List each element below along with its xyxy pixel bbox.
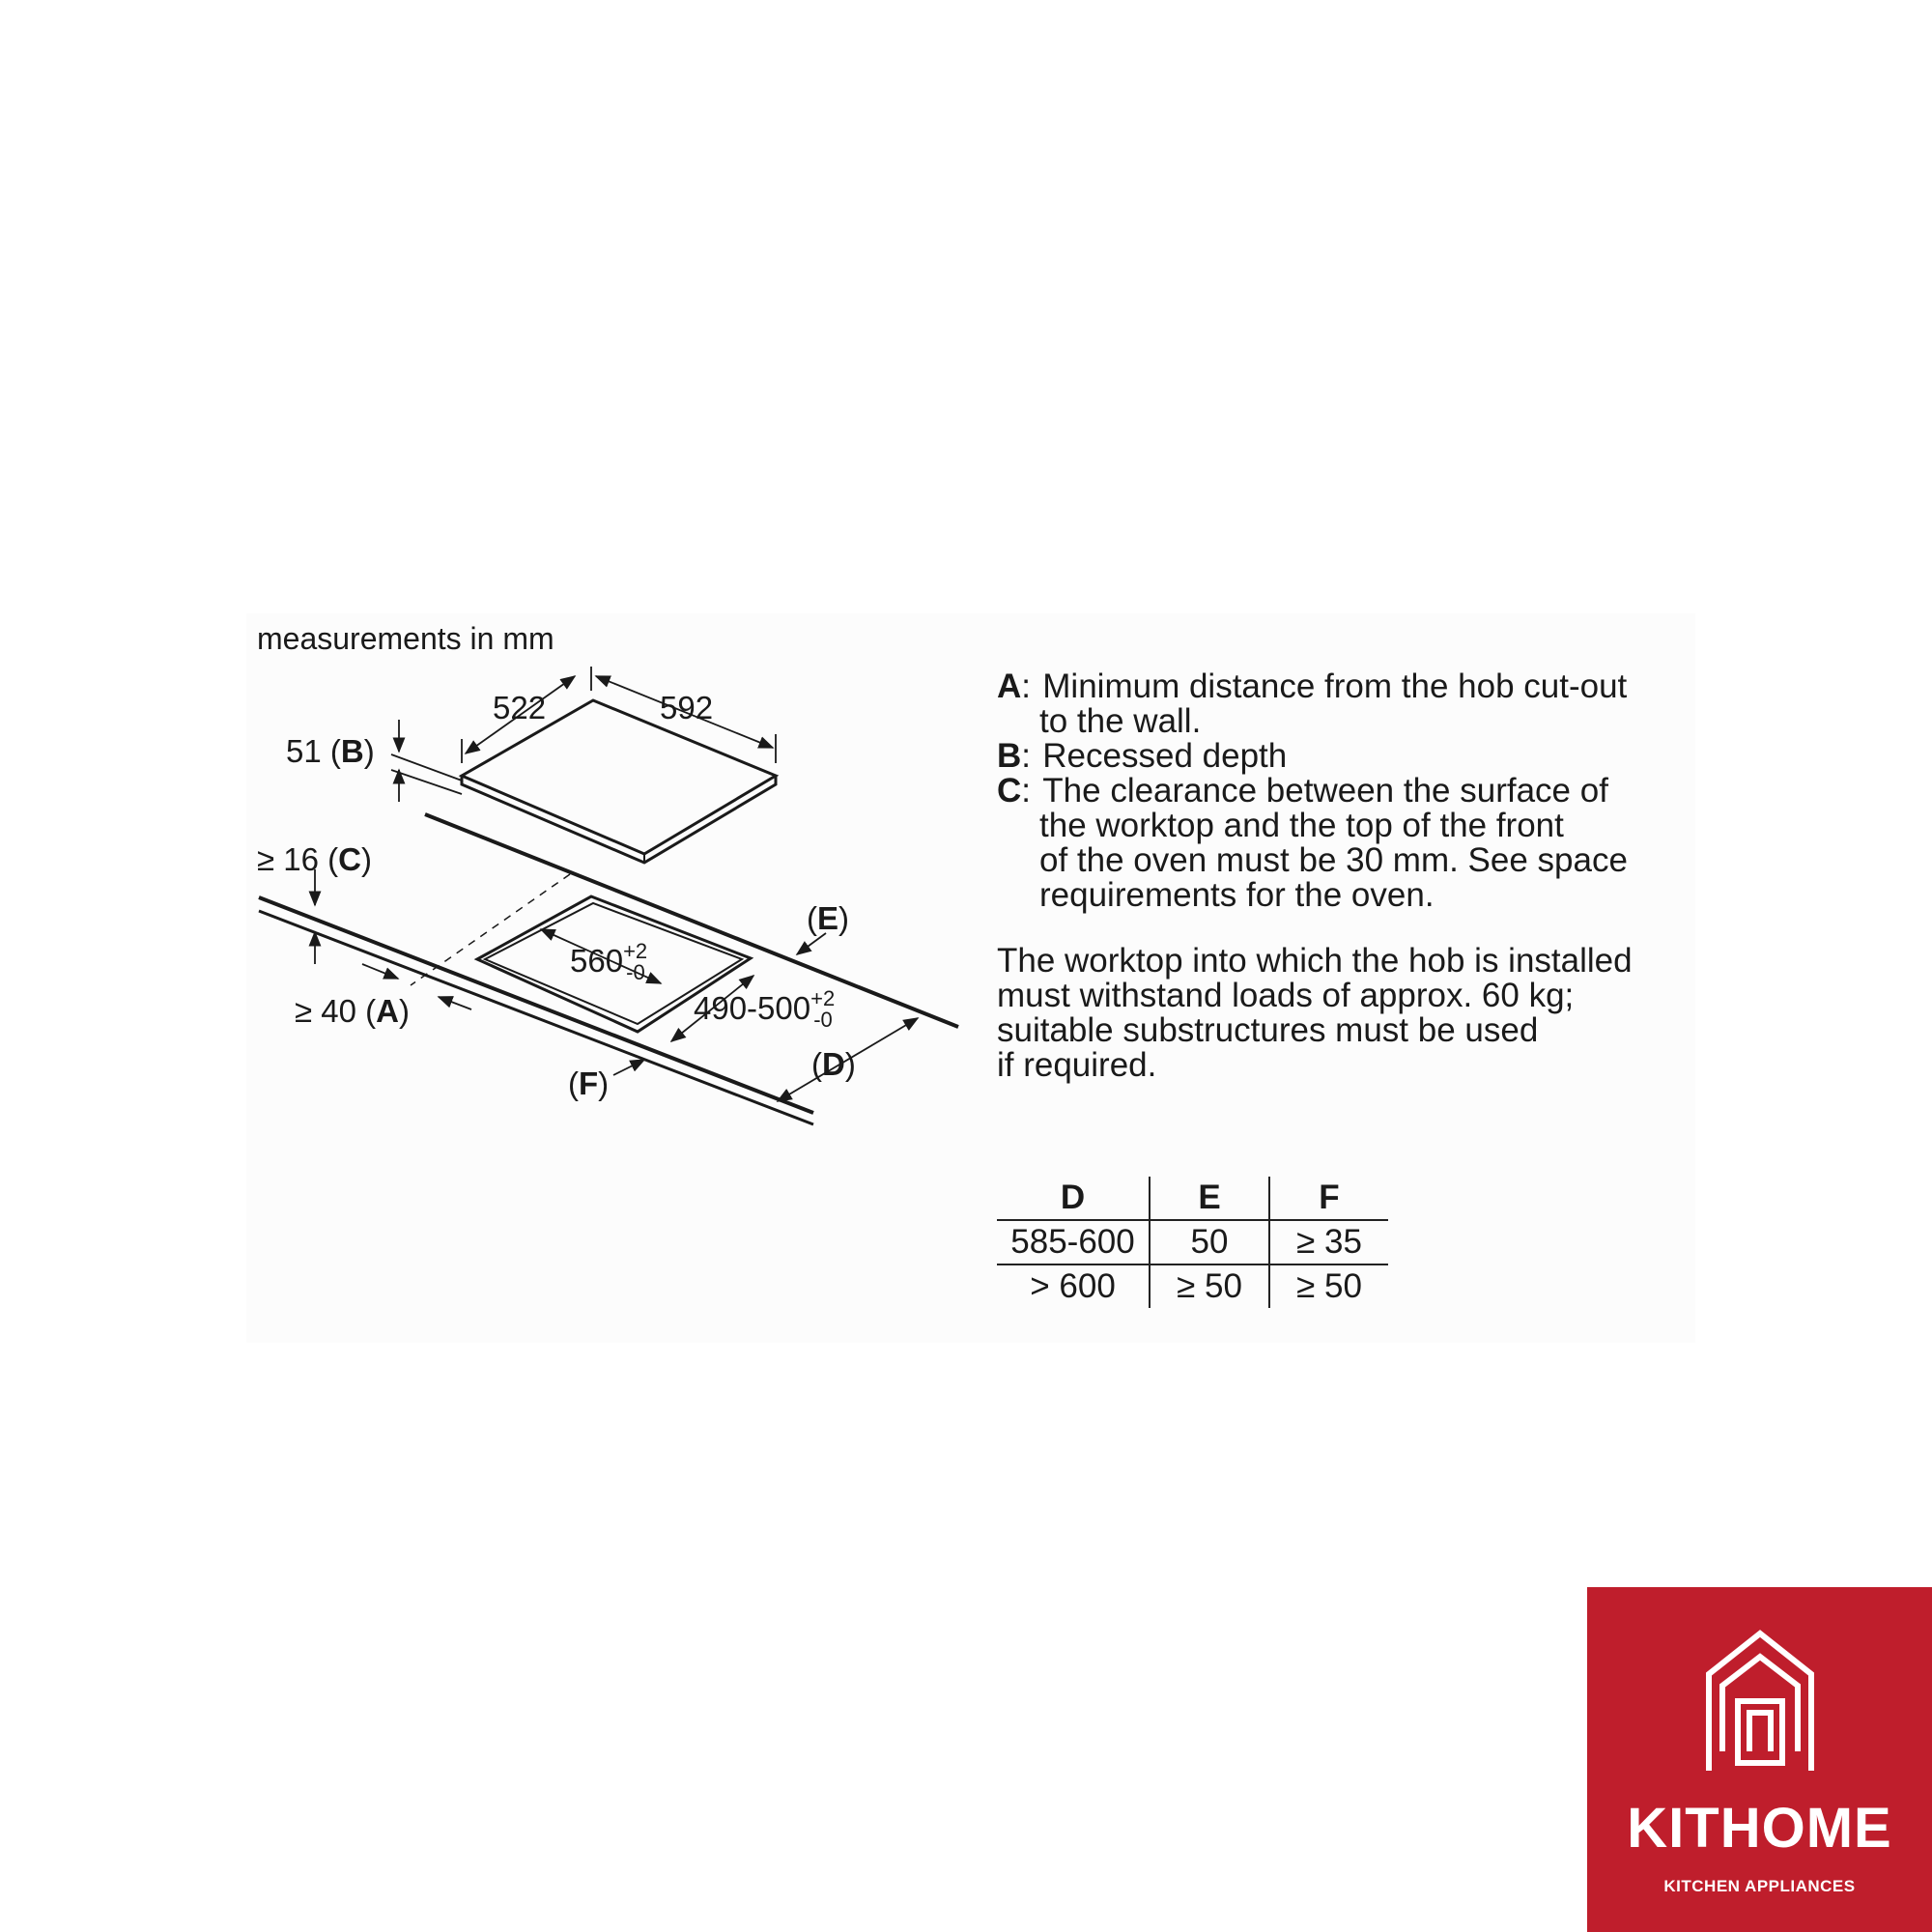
note-key: A [997, 668, 1022, 705]
note-text: The clearance between the surface of [1042, 772, 1608, 810]
note-text: requirements for the oven. [1039, 876, 1435, 914]
table-header: D [1060, 1179, 1086, 1216]
note-b: B : Recessed depth [997, 737, 1288, 775]
table-cell: > 600 [997, 1264, 1150, 1308]
note-key: B [997, 737, 1022, 775]
units-label: measurements in mm [257, 621, 554, 656]
dim-51-label: 51 (B) [286, 733, 375, 769]
logo-tagline: KITCHEN APPLIANCES [1663, 1877, 1856, 1895]
label-d: (D) [811, 1046, 856, 1082]
note-text: the worktop and the top of the front [1039, 807, 1564, 844]
table-cell: ≥ 35 [1269, 1220, 1388, 1264]
dim-40-label: ≥ 40 (A) [295, 993, 410, 1029]
table-cell: 50 [1150, 1220, 1269, 1264]
dim-f-arrow [613, 1060, 644, 1075]
dim-40-right-arrow [439, 997, 471, 1009]
table-cell: ≥ 50 [1150, 1264, 1269, 1308]
dim-522-label: 522 [493, 690, 547, 725]
table-row [997, 1264, 1388, 1308]
note-text: Recessed depth [1042, 737, 1288, 775]
note-c: C : The clearance between the surface of [997, 772, 1608, 810]
dim-592-label: 592 [660, 690, 714, 725]
note-text: to the wall. [1039, 702, 1202, 740]
table-header: F [1269, 1177, 1388, 1220]
note-text: of the oven must be 30 mm. See space [1039, 841, 1628, 879]
dim-16-label: ≥ 16 (C) [257, 841, 372, 877]
kithome-logo [1587, 1587, 1932, 1932]
note-a: A : Minimum distance from the hob cut-out [997, 668, 1628, 705]
table-row [997, 1220, 1388, 1264]
label-f: (F) [568, 1065, 610, 1101]
logo-name: KITHOME [1627, 1797, 1892, 1860]
table-header-row [997, 1177, 1388, 1220]
table-cell: 585-600 [997, 1220, 1150, 1264]
table-header: E [1150, 1177, 1269, 1220]
cutout-width-label: $560^{+2}$ -0 [570, 939, 648, 984]
house-icon [1701, 1628, 1819, 1773]
note-key: C [997, 772, 1022, 810]
clearance-table [997, 1177, 1388, 1308]
table-cell: ≥ 50 [1269, 1264, 1388, 1308]
note-text: Minimum distance from the hob cut-out [1042, 668, 1628, 705]
cutout-depth-label: $490-500^{+2}$ -0 [694, 986, 836, 1032]
dim-e-arrow [797, 933, 826, 954]
label-e: (E) [807, 900, 850, 936]
legend-notes [997, 669, 1673, 913]
worktop-load-note: The worktop into which the hob is installed must withstand loads of approx. 60 kg; suitable substructures must be used if required. [997, 942, 1633, 1084]
dim-40-left-arrow [362, 964, 398, 979]
